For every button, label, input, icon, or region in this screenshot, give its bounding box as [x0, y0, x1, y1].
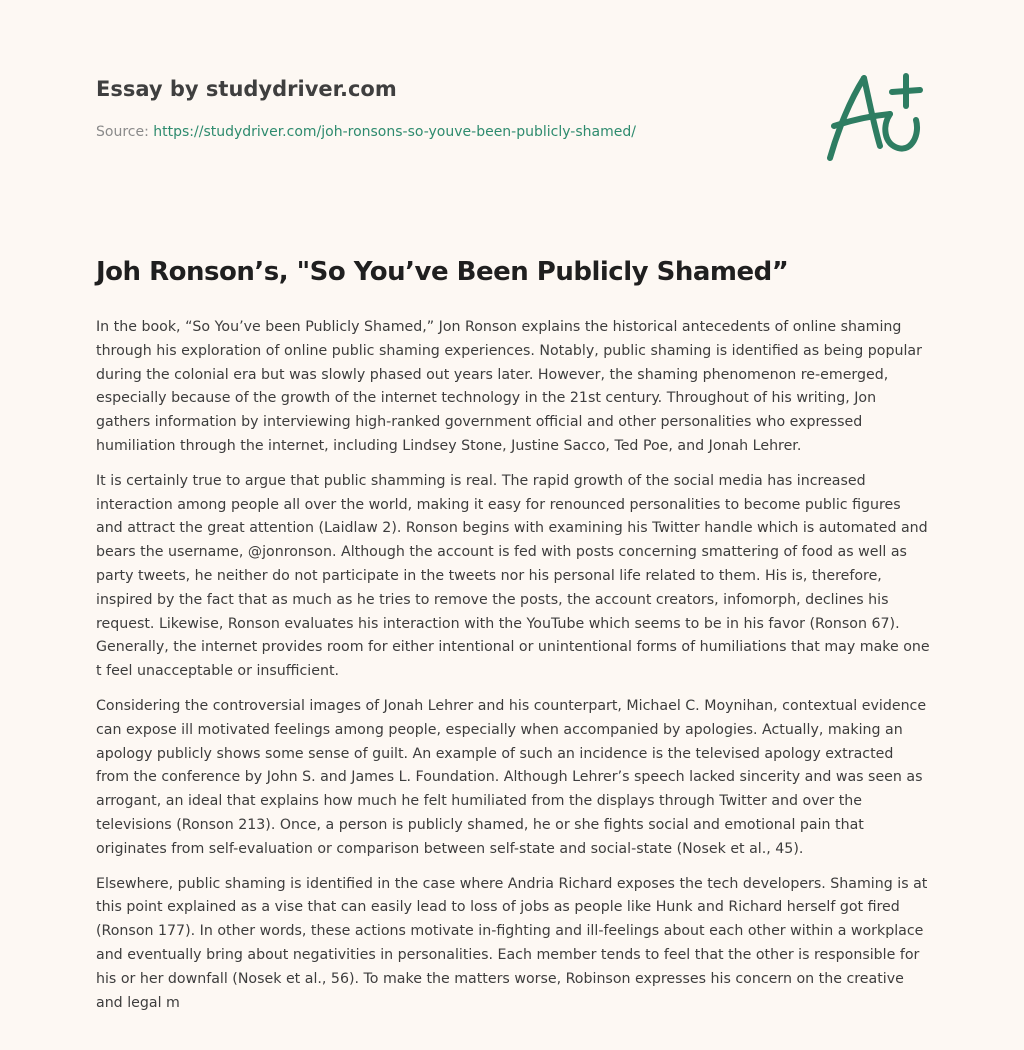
- paragraph: In the book, “So You’ve been Publicly Shamed,” Jon Ronson explains the historical antecedents of online shaming through his exploration of online public shaming experiences. Notably, public shaming is identified as being popular during the colonial era but was slowly phased out years later. However, the shaming phenomenon re-emerged, especially because of the growth of the internet technology in the 21st century. Throughout of his writing, Jon gathers information by interviewing high-ranked government official and other personalities who expressed humiliation through the internet, including Lindsey Stone, Justine Sacco, Ted Poe, and Jonah Lehrer.: [96, 319, 922, 454]
- essay-title: Joh Ronson’s, "So You’ve Been Publicly Shamed”: [96, 257, 789, 287]
- paragraph: Elsewhere, public shaming is identified in the case where Andria Richard exposes the tech developers. Shaming is at this point explained as a vise that can easily lead to loss of jobs as people like Hunk and Richard herself got fired (Ronson 177). In other words, these actions motivate in-fighting and ill-feelings about each other within a workplace and eventually bring about negativities in personalities. Each member tends to feel that the other is responsible for his or her downfall (Nosek et al., 56). To make the matters worse, Robinson expresses his concern on the creative and legal m: [96, 875, 928, 1011]
- paragraph: Considering the controversial images of Jonah Lehrer and his counterpart, Michael C. Moynihan, contextual evidence can expose ill motivated feelings among people, especially when accompanied by apologies. Actually, making an apology publicly shows some sense of guilt. An example of such an incidence is the televised apology extracted from the conference by John S. and James L. Foundation. Although Lehrer’s speech lacked sincerity and was seen as arrogant, an ideal that explains how much he felt humiliated from the displays through Twitter and over the televisions (Ronson 213). Once, a person is publicly shamed, he or she fights social and emotional pain that originates from self-evaluation or comparison between self-state and social-state (Nosek et al., 45).: [96, 697, 927, 857]
- a-plus-logo-icon: [820, 68, 930, 164]
- essay-header: [96, 74, 796, 142]
- site-title: Essay by studydriver.com: [96, 77, 397, 101]
- paragraph: It is certainly true to argue that public shamming is real. The rapid growth of the social media has increased interaction among people all over the world, making it easy for renounced personalities to become public figures and attract the great attention (Laidlaw 2). Ronson begins with examining his Twitter handle which is automated and bears the username, @jonronson. Although the account is fed with posts concerning smattering of food as well as party tweets, he neither do not participate in the tweets nor his personal life related to them. His is, therefore, inspired by the fact that as much as he tries to remove the posts, the account creators, infomorph, declines his request. Likewise, Ronson evaluates his interaction with the YouTube which seems to be in his favor (Ronson 67). Generally, the internet provides room for either intentional or unintentional forms of humiliations that may make one t feel unacceptable or insufficient.: [96, 472, 930, 680]
- source-label: Source:: [96, 124, 149, 140]
- essay-body: [96, 316, 930, 1026]
- source-line: [96, 122, 796, 142]
- source-link[interactable]: https://studydriver.com/joh-ronsons-so-youve-been-publicly-shamed/: [153, 124, 636, 140]
